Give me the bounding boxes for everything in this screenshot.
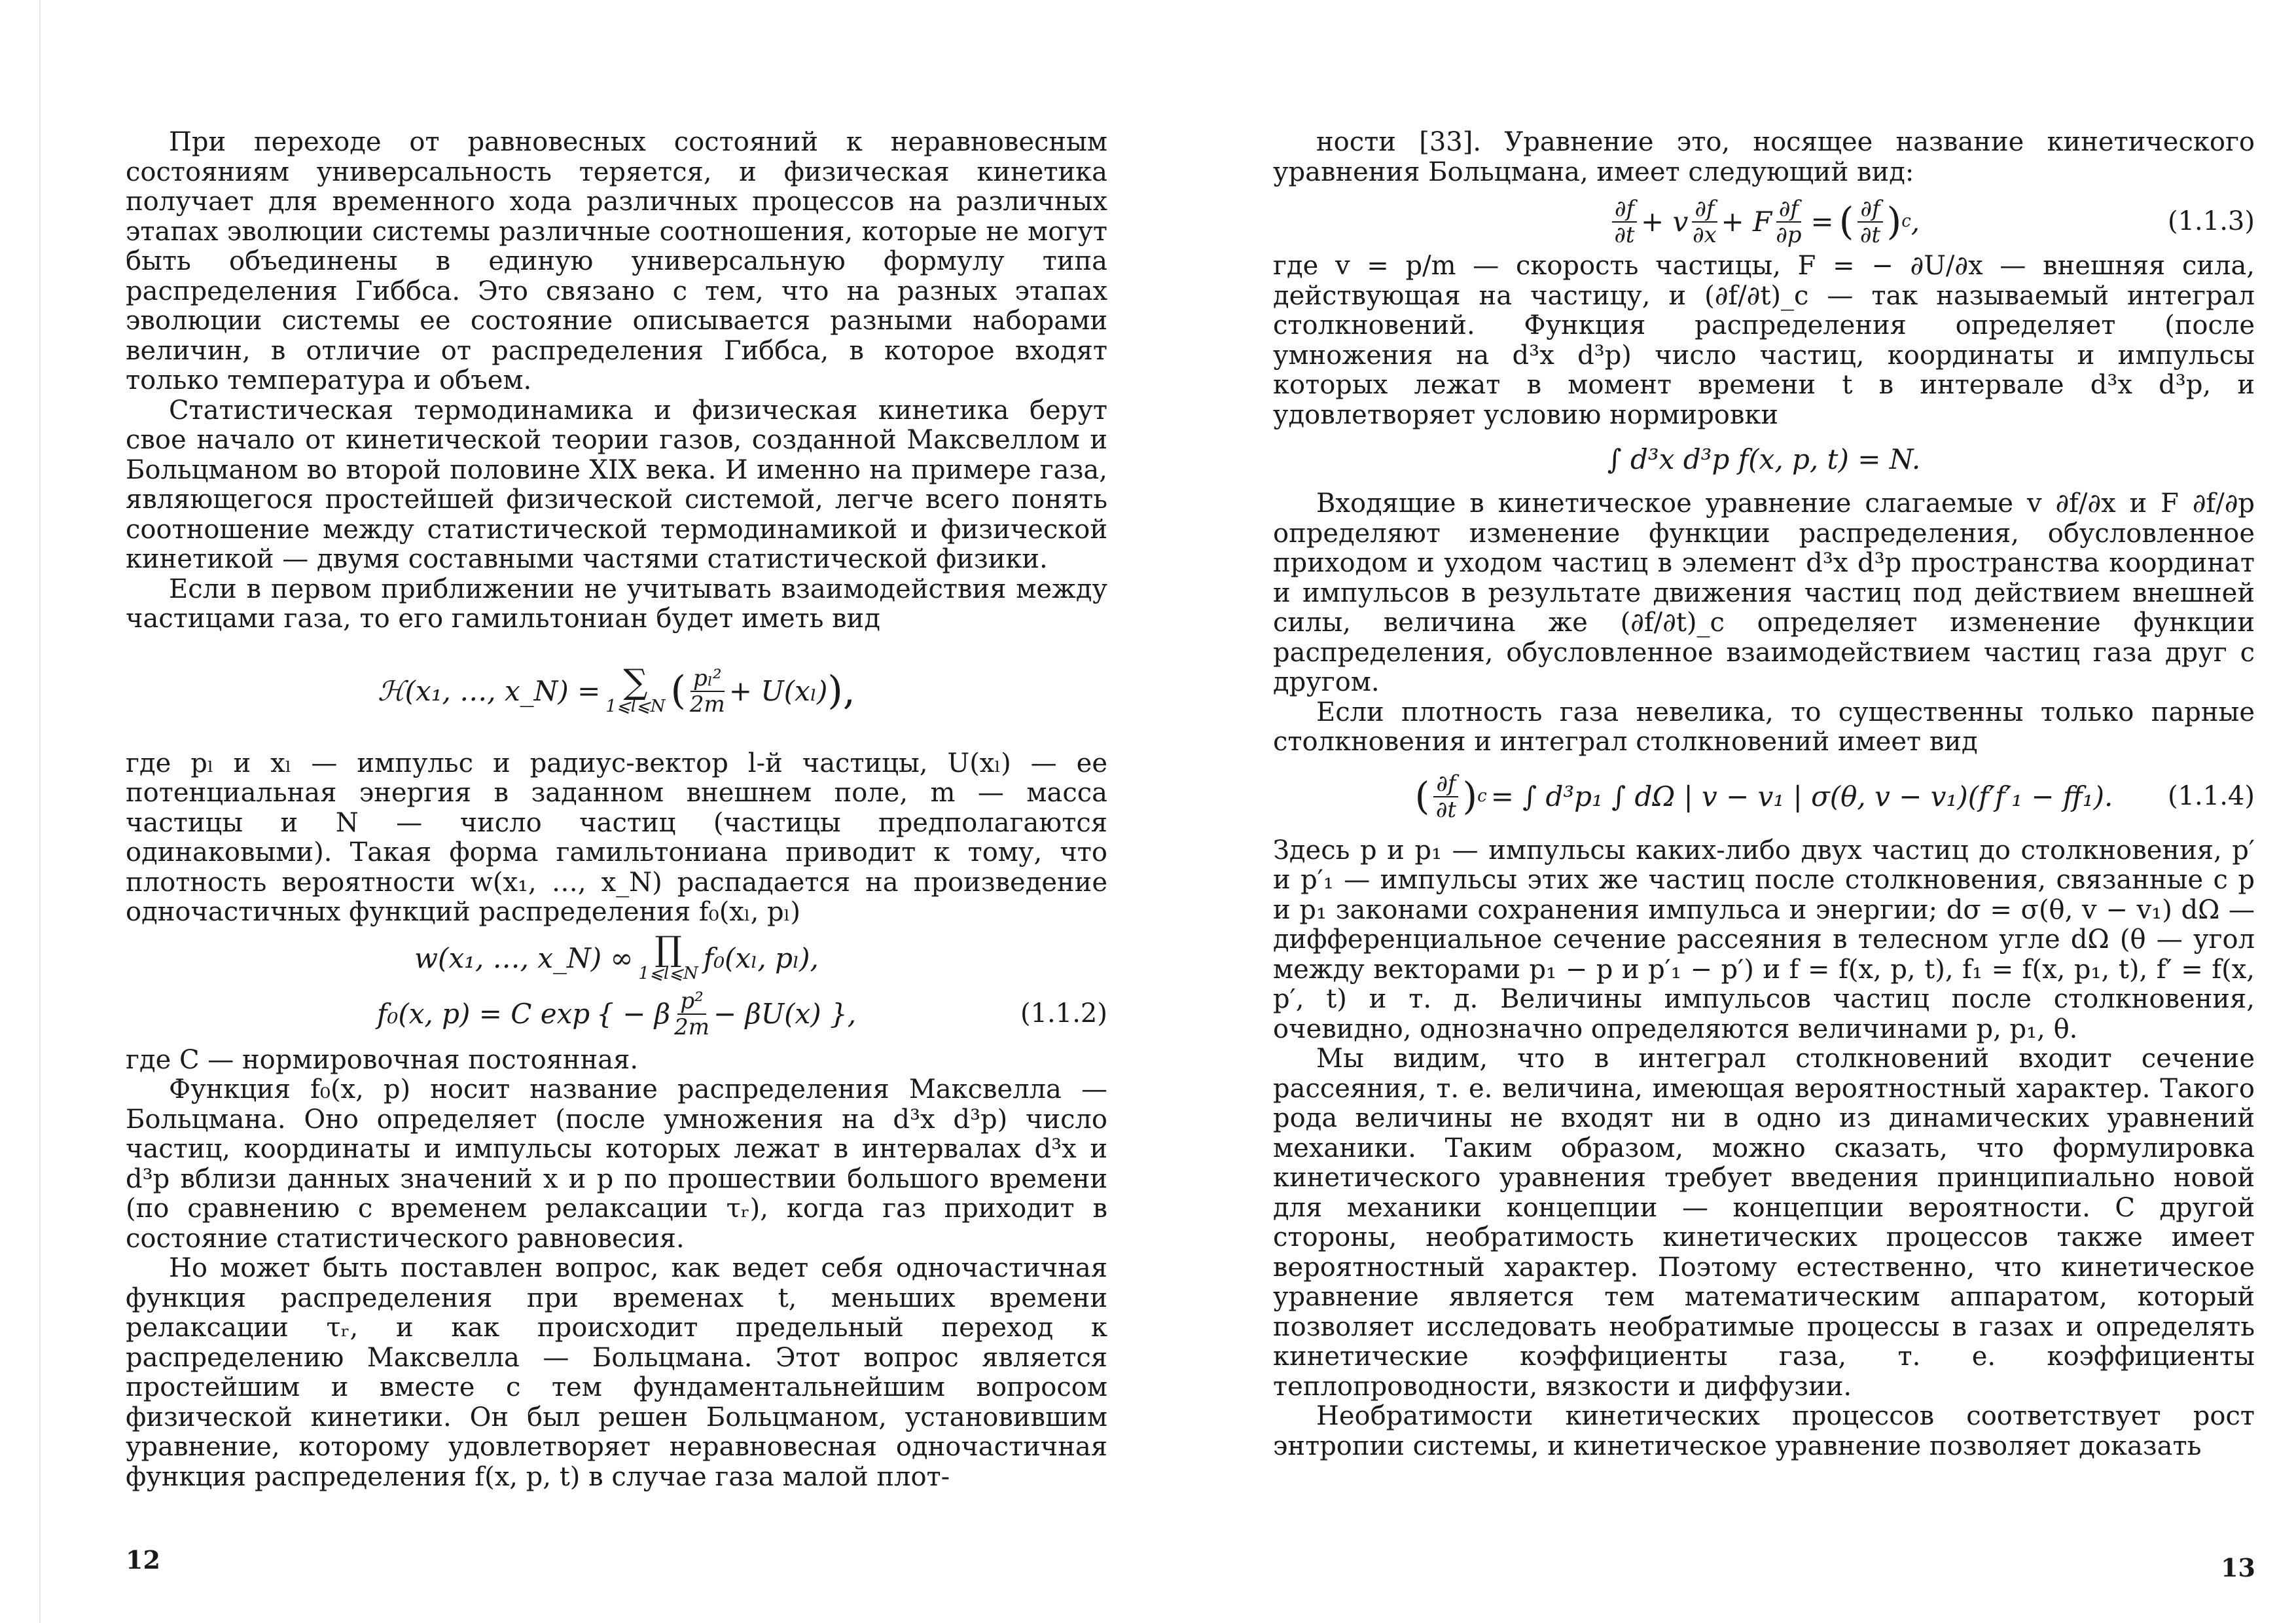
fraction <box>1776 196 1801 247</box>
subscript: c <box>1901 211 1911 232</box>
fraction-denominator: ∂x <box>1693 222 1717 248</box>
paragraph: Функция f₀(x, p) носит название распределения Максвелла — Больцмана. Оно определяет (после умножения на d³x d³p) число частиц, координаты и импульсы которых лежат в интервалах d³x и d³p вблизи данных значений x и p по прошествии большого времени (по сравнению с временем релаксации τᵣ), когда газ приходит в состояние статистического равновесия. <box>126 1074 1107 1254</box>
fraction <box>674 989 709 1040</box>
right-text-column <box>1273 128 2255 1461</box>
fraction-denominator: 2m <box>674 1014 709 1040</box>
fraction-numerator: ∂f <box>1692 196 1717 223</box>
paragraph: Мы видим, что в интеграл столкновений входит сечение рассеяния, т. е. величина, имеющая вероятностный характер. Такого рода величины не входят ни в одно из динамических уравнений механики. Таким образом, можно сказать, что формулировка кинетического уравнения требует введения принципиально новой для механики концепции — концепции вероятности. С другой стороны, необратимость кинетических процессов также имеет вероятностный характер. Поэтому естественно, что кинетическое уравнение является тем математическим аппаратом, который позволяет исследовать необратимые процессы в газах и определять кинетические коэффициенты газа, т. е. коэффициенты теплопроводности, вязкости и диффузии. <box>1273 1044 2255 1402</box>
paragraph: Но может быть поставлен вопрос, как ведет себя одночастичная функция распределения при временах t, меньших времени релаксации τᵣ, и как происходит предельный переход к распределению Максвелла — Больцмана. Этот вопрос является простейшим и вместе с тем фундаментальнейшим вопросом физической кинетики. Он был решен Больцманом, установившим уравнение, которому удовлетворяет неравновесная одночастичная функция распределения f(x, p, t) в случае газа малой плот- <box>126 1253 1107 1492</box>
fraction <box>1612 196 1637 247</box>
page-number: 12 <box>126 1545 160 1575</box>
paren-close: ) <box>1462 773 1478 818</box>
formula-maxwell-boltzmann <box>126 983 1107 1046</box>
fraction <box>1857 196 1882 247</box>
formula-term: + v <box>1641 206 1689 238</box>
paren-open: ( <box>1839 199 1854 244</box>
left-page <box>39 0 1153 1623</box>
equation-number: (1.1.4) <box>2168 780 2255 811</box>
fraction <box>1433 771 1458 822</box>
fraction <box>1692 196 1717 247</box>
paren-close: ) <box>1886 199 1902 244</box>
fraction-numerator: ∂f <box>1433 771 1458 797</box>
subscript: c <box>1477 786 1487 806</box>
formula-comma: , <box>1910 206 1920 238</box>
fraction-numerator: ∂f <box>1857 196 1882 223</box>
fraction-numerator: ∂f <box>1776 196 1801 223</box>
formula-rhs: = ∫ d³p₁ ∫ dΩ | v − v₁ | σ(θ, v − v₁)(f′f′₁ − ff₁). <box>1490 780 2113 812</box>
paragraph: где v = p/m — скорость частицы, F = − ∂U/∂x — внешняя сила, действующая на частицу, и (∂f/∂t)_c — так называемый интеграл столкновений. Функция распределения определяет (после умножения на d³x d³p) число частиц, координаты и импульсы которых лежат в момент времени t в интервале d³x d³p, и удовлетворяет условию нормировки <box>1273 251 2255 430</box>
formula-kinetic-equation <box>1273 192 2255 251</box>
paragraph: Входящие в кинетическое уравнение слагаемые v ∂f/∂x и F ∂f/∂p определяют изменение функции распределения, обусловленное приходом и уходом частиц в элемент d³x d³p пространства координат и импульсов в результате движения частиц под действием внешней силы, величина же (∂f/∂t)_c определяет изменение функции распределения, обусловленное взаимодействием частиц газа друг с другом. <box>1273 488 2255 697</box>
paragraph: Если плотность газа невелика, то существенны только парные столкновения и интеграл столкновений имеет вид <box>1273 697 2255 757</box>
paragraph: Если в первом приближении не учитывать взаимодействия между частицами газа, то его гамильтониан будет иметь вид <box>126 574 1107 634</box>
sum-operator <box>605 663 666 716</box>
formula-normalization <box>1273 430 2255 489</box>
sum-limits: 1⩽l⩽N <box>605 696 666 716</box>
paragraph: Здесь p и p₁ — импульсы каких-либо двух частиц до столкновения, p′ и p′₁ — импульсы этих же частиц после столкновения, связанные с p и p₁ законами сохранения импульса и энергии; dσ = σ(θ, v − v₁) dΩ — дифференциальное сечение рассеяния в телесном угле dΩ (θ — угол между векторами p₁ − p и p′₁ − p′) и f = f(x, p, t), f₁ = f(x, p₁, t), f′ = f(x, p′, t) и т. д. Величины импульсов частиц после столкновения, очевидно, однозначно определяются величинами p, p₁, θ. <box>1273 835 2255 1044</box>
product-operator <box>638 930 698 983</box>
paren-open: ( <box>1414 773 1430 818</box>
product-sign: ∏ <box>655 930 682 970</box>
paragraph: ности [33]. Уравнение это, носящее название кинетического уравнения Больцмана, имеет следующий вид: <box>1273 127 2255 187</box>
formula-term: + F <box>1721 206 1772 238</box>
equation-number: (1.1.2) <box>1020 998 1107 1029</box>
formula-open: { − β <box>596 998 671 1030</box>
fraction <box>690 666 725 717</box>
formula-rest: + U(xₗ) <box>728 675 828 708</box>
paren-open: ( <box>670 668 686 714</box>
formula-lhs: ℋ(x₁, …, x_N) = <box>378 675 601 708</box>
page-number: 13 <box>2221 1553 2255 1582</box>
right-page <box>1152 0 2296 1623</box>
fraction-denominator: ∂t <box>1859 222 1881 248</box>
formula-collision-integral <box>1273 757 2255 836</box>
paragraph: Статистическая термодинамика и физическая кинетика берут свое начало от кинетической теории газов, созданной Максвеллом и Больцманом во второй половине XIX века. И именно на примере газа, являющегося простейшей физической системой, легче всего понять соотношение между статистической термодинамикой и физической кинетикой — двумя составными частями статистической физики. <box>126 395 1107 574</box>
product-limits: 1⩽l⩽N <box>638 963 698 983</box>
sum-sign: ∑ <box>623 663 648 702</box>
fraction-denominator: ∂p <box>1776 222 1802 248</box>
paragraph: При переходе от равновесных состояний к неравновесным состояниям универсальность теряется, и физическая кинетика получает для временного хода различных процессов на различных этапах эволюции системы различные соотношения, которые не могут быть объединены в единую универсальную формулу типа распределения Гиббса. Это связано с тем, что на разных этапах эволюции системы ее состояние описывается разными наборами величин, в отличие от распределения Гиббса, в которое входят только температура и объем. <box>126 127 1107 395</box>
paragraph: где pₗ и xₗ — импульс и радиус-вектор l-й частицы, U(xₗ) — ее потенциальная энергия в заданном внешнем поле, m — масса частицы и N — число частиц (частицы предполагаются одинаковыми). Такая форма гамильтониана приводит к тому, что плотность вероятности w(x₁, …, x_N) распадается на произведение одночастичных функций распределения f₀(xₗ, pₗ) <box>126 748 1107 927</box>
fraction-denominator: 2m <box>689 691 725 718</box>
fraction-numerator: pₗ² <box>691 666 725 692</box>
formula-product <box>126 930 1107 983</box>
fraction-denominator: ∂t <box>1435 796 1457 823</box>
fraction-denominator: ∂t <box>1614 222 1635 248</box>
paragraph: где C — нормировочная постоянная. <box>126 1044 639 1075</box>
formula-equals: = <box>1810 206 1834 238</box>
equation-number: (1.1.3) <box>2168 206 2255 237</box>
formula-rest: − βU(x) }, <box>713 998 857 1030</box>
formula-text: ∫ d³x d³p f(x, p, t) = N. <box>1607 443 1921 476</box>
formula-rhs: f₀(xₗ, pₗ), <box>703 942 819 975</box>
paragraph: Необратимости кинетических процессов соответствует рост энтропии системы, и кинетическое уравнение позволяет доказать <box>1273 1401 2255 1461</box>
fraction-numerator: p² <box>677 989 706 1015</box>
formula-lhs: f₀(x, p) = C exp <box>376 998 590 1030</box>
paren-close: ), <box>827 668 855 714</box>
formula-hamiltonian <box>126 634 1107 749</box>
formula-lhs: w(x₁, …, x_N) ∞ <box>414 942 634 975</box>
fraction-numerator: ∂f <box>1612 196 1637 223</box>
left-text-column <box>126 128 1107 1492</box>
